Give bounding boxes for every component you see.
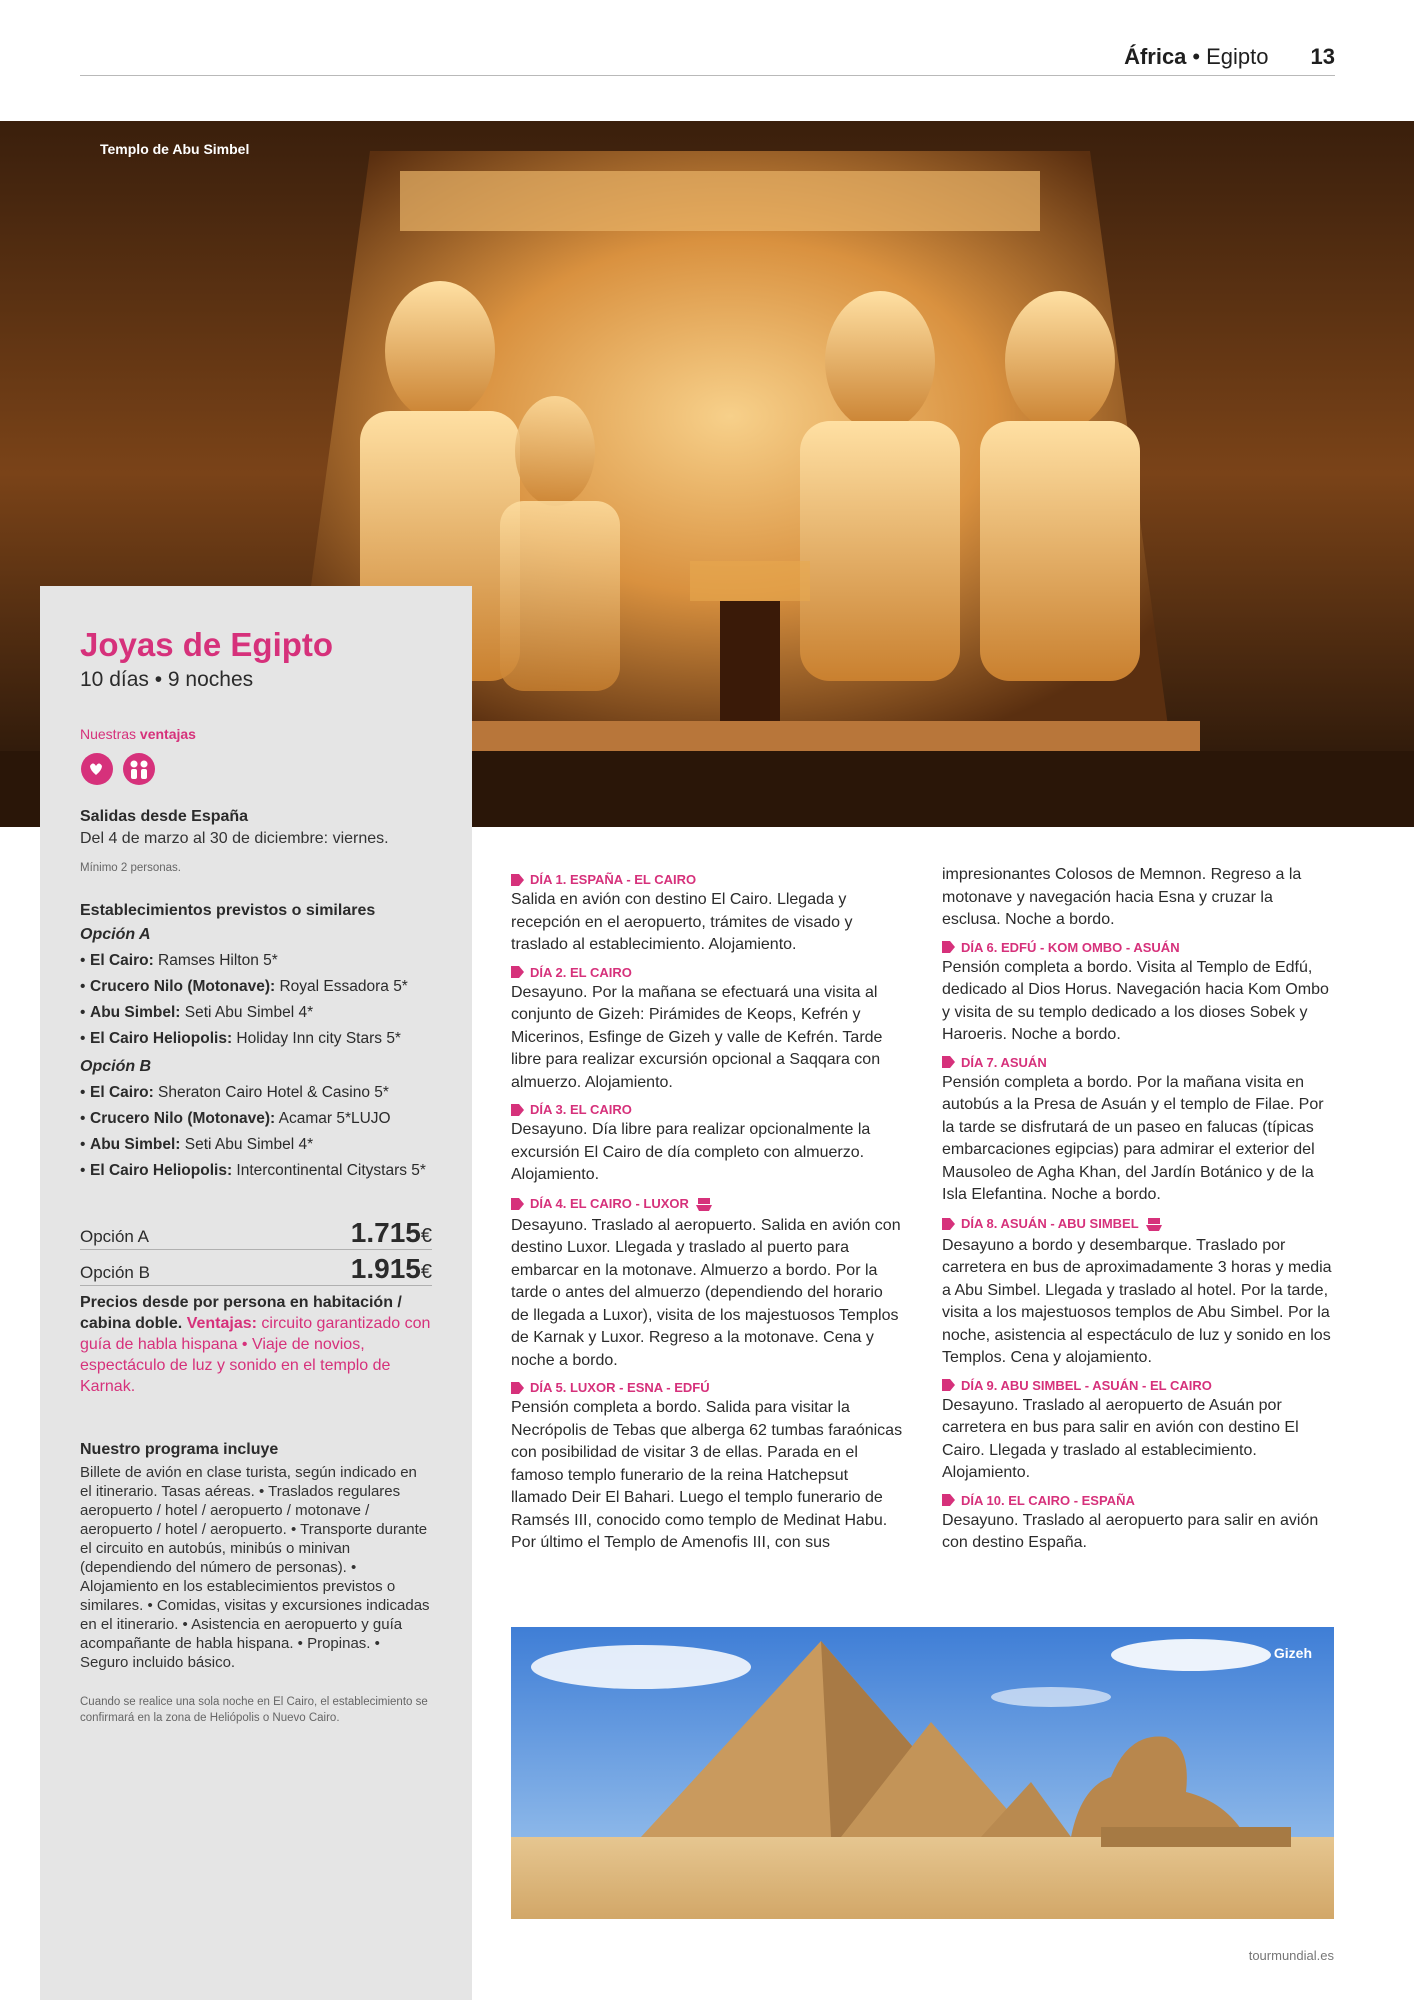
day-title: DÍA 10. EL CAIRO - ESPAÑA — [942, 1493, 1334, 1508]
option-b-label: Opción B — [80, 1058, 152, 1075]
day-text-continued: impresionantes Colosos de Memnon. Regreso a la motonave y navegación hacia Esna y cruzar la esclusa. Noche a bordo. — [942, 866, 1302, 928]
day-title: DÍA 4. EL CAIRO - LUXOR — [511, 1195, 903, 1213]
day-title: DÍA 1. ESPAÑA - EL CAIRO — [511, 872, 903, 887]
day-tag-icon — [511, 1198, 524, 1210]
day-title: DÍA 2. EL CAIRO — [511, 965, 903, 980]
day-block — [942, 1215, 1334, 1370]
header-breadcrumb — [1124, 44, 1335, 70]
list-item: • Crucero Nilo (Motonave): Royal Essadora 5* — [80, 974, 432, 1000]
trip-info-panel — [40, 586, 472, 2000]
departures-section — [80, 808, 432, 874]
giza-caption: Gizeh — [1273, 1645, 1312, 1661]
day-tag-icon — [511, 1382, 524, 1394]
day-block — [511, 872, 903, 957]
prices-section — [80, 1214, 432, 1397]
day-tag-icon — [511, 1104, 524, 1116]
advantage-icons — [80, 752, 432, 786]
day-title: DÍA 7. ASUÁN — [942, 1055, 1334, 1070]
option-a-list — [80, 948, 432, 1052]
list-item: • El Cairo: Sheraton Cairo Hotel & Casino 5* — [80, 1080, 432, 1106]
price-note: Precios desde por persona en habitación / cabina doble. Ventajas: circuito garantizado con guía de habla hispana • Viaje de novios, espectáculo de luz y sonido en el templo de Karnak. — [80, 1294, 431, 1395]
header-separator: • — [1192, 44, 1201, 69]
day-title: DÍA 5. LUXOR - ESNA - EDFÚ — [511, 1380, 903, 1395]
day-tag-icon — [942, 1494, 955, 1506]
day-block — [942, 1493, 1334, 1555]
day-block — [942, 1055, 1334, 1207]
day-block — [511, 1195, 903, 1373]
departures-title: Salidas desde España — [80, 808, 249, 825]
day-tag-icon — [942, 1056, 955, 1068]
day-text: Desayuno. Día libre para realizar opcionalmente la excursión El Cairo de día completo con almuerzo. Alojamiento. — [511, 1121, 871, 1183]
cruise-ship-icon — [695, 1195, 713, 1213]
day-tag-icon — [942, 1218, 955, 1230]
day-text: Pensión completa a bordo. Salida para visitar la Necrópolis de Tebas que alberga 62 tumbas faraónicas con posibilidad de visitar 3 de ellas. Parada en el famoso templo funerario de la reina Hatchepsut llamado Deir El Bahari. Luego el templo funerario de Ramsés III, conocido como templo de Medinat Habu. Por último el Templo de Amenofis III, con sus — [511, 1399, 903, 1551]
trip-title: Joyas de Egipto — [80, 626, 334, 663]
price-label: Opción A — [80, 1227, 149, 1246]
day-text: Salida en avión con destino El Cairo. Llegada y recepción en el aeropuerto, trámites de visado y traslado al establecimiento. Alojamiento. — [511, 891, 853, 953]
list-item: • El Cairo Heliopolis: Holiday Inn city Stars 5* — [80, 1026, 432, 1052]
header-country: Egipto — [1206, 44, 1269, 69]
advantages-label — [80, 726, 432, 742]
price-row-b — [80, 1250, 432, 1286]
advantages-prefix: Nuestras — [80, 726, 137, 742]
establishments-title: Establecimientos previstos o similares — [80, 902, 376, 919]
day-tag-icon — [511, 874, 524, 886]
giza-pyramids-illustration — [511, 1627, 1334, 1919]
departures-text: Del 4 de marzo al 30 de diciembre: viernes. — [80, 830, 389, 847]
day-tag-icon — [942, 1379, 955, 1391]
day-text: Desayuno. Traslado al aeropuerto de Asuán por carretera en bus para salir en avión con destino El Cairo. Llegada y traslado al establecimiento. Alojamiento. — [942, 1396, 1299, 1481]
day-title: DÍA 9. ABU SIMBEL - ASUÁN - EL CAIRO — [942, 1378, 1334, 1393]
footnote: Cuando se realice una sola noche en El Cairo, el establecimiento se confirmará en la zona de Heliópolis o Nuevo Cairo. — [80, 1696, 428, 1724]
itinerary-column-2 — [942, 864, 1334, 1555]
site-url: tourmundial.es — [1248, 1948, 1334, 1963]
list-item: • Abu Simbel: Seti Abu Simbel 4* — [80, 1000, 432, 1026]
includes-text: Billete de avión en clase turista, según indicado en el itinerario. Tasas aéreas. • Traslados regulares aeropuerto / hotel / aeropuerto / motonave / aeropuerto / hotel / aeropuerto. • Transporte durante el circuito en autobús, minibús o minivan (dependiendo del número de personas). • Alojamiento en los establecimientos previstos o similares. • Comidas, visitas y excursiones indicadas en el itinerario. • Asistencia en aeropuerto y guía acompañante de habla hispana. • Propinas. • Seguro incluido básico. — [80, 1464, 430, 1671]
price-label: Opción B — [80, 1263, 150, 1282]
day-block — [942, 940, 1334, 1047]
option-a-label: Opción A — [80, 926, 151, 943]
price-value: 1.715€ — [350, 1217, 432, 1248]
day-text: Pensión completa a bordo. Visita al Templo de Edfú, dedicado al Dios Horus. Navegación hacia Kom Ombo y visita de su templo dedicado a los dioses Sobek y Haroeris. Noche a bordo. — [942, 958, 1329, 1043]
establishments-section — [80, 902, 432, 1184]
page-number: 13 — [1310, 44, 1335, 69]
option-b-list — [80, 1080, 432, 1184]
list-item: • El Cairo: Ramses Hilton 5* — [80, 948, 432, 974]
day-tag-icon — [942, 941, 955, 953]
day-title: DÍA 3. EL CAIRO — [511, 1102, 903, 1117]
list-item: • Abu Simbel: Seti Abu Simbel 4* — [80, 1132, 432, 1158]
giza-image — [511, 1627, 1334, 1919]
day-block — [942, 1378, 1334, 1485]
page-header — [80, 40, 1335, 76]
header-region: África — [1124, 44, 1187, 69]
itinerary-column-1 — [511, 864, 903, 1555]
advantages-word: ventajas — [139, 726, 196, 742]
minimum-note: Mínimo 2 personas. — [80, 862, 181, 874]
list-item: • Crucero Nilo (Motonave): Acamar 5*LUJO — [80, 1106, 432, 1132]
couple-icon — [122, 752, 156, 786]
hero-caption: Templo de Abu Simbel — [100, 141, 250, 157]
list-item: • El Cairo Heliopolis: Intercontinental Citystars 5* — [80, 1158, 432, 1184]
day-text: Desayuno. Traslado al aeropuerto. Salida en avión con destino Luxor. Llegada y traslado al puerto para embarcar en la motonave. Almuerzo a bordo. Por la tarde o antes del almuerzo (dependiendo del horario de llegada a Luxor), visita de los majestuosos Templos de Karnak y Luxor. Regreso a la motonave. Cena y noche a bordo. — [511, 1216, 901, 1369]
day-text: Desayuno a bordo y desembarque. Traslado por carretera en bus de aproximadamente 3 horas y media a Abu Simbel. Llegada y traslado al hotel. Por la tarde, visita a los majestuosos templos de Abu Simbel. Por la noche, asistencia al espectáculo de luz y sonido en los Templos. Cena y alojamiento. — [942, 1236, 1332, 1366]
cruise-ship-icon — [1145, 1215, 1163, 1233]
day-block — [511, 1102, 903, 1187]
honeymoon-icon — [80, 752, 114, 786]
day-text: Desayuno. Por la mañana se efectuará una visita al conjunto de Gizeh: Pirámides de Keops, Kefrén y Micerinos, Esfinge de Gizeh y valle de Kefrén. Tarde libre para realizar excursión opcional a Saqqara con almuerzo. Alojamiento. — [511, 983, 883, 1091]
day-text: Desayuno. Traslado al aeropuerto para salir en avión con destino España. — [942, 1511, 1319, 1551]
day-block — [511, 1380, 903, 1555]
day-tag-icon — [511, 966, 524, 978]
includes-title: Nuestro programa incluye — [80, 1441, 279, 1458]
price-row-a — [80, 1214, 432, 1250]
day-title: DÍA 8. ASUÁN - ABU SIMBEL — [942, 1215, 1334, 1233]
day-title: DÍA 6. EDFÚ - KOM OMBO - ASUÁN — [942, 940, 1334, 955]
trip-duration: 10 días • 9 noches — [80, 668, 254, 691]
includes-section — [80, 1441, 432, 1726]
day-block — [511, 965, 903, 1095]
day-text: Pensión completa a bordo. Por la mañana visita en autobús a la Presa de Asuán y el templo de Filae. Por la tarde se disfrutará de un paseo en falucas (típicas embarcaciones egipcias) para admirar el exterior del Mausoleo de Agha Khan, del Jardín Botánico y de la Isla Elefantina. Noche a bordo. — [942, 1073, 1324, 1203]
price-value: 1.915€ — [350, 1253, 432, 1284]
